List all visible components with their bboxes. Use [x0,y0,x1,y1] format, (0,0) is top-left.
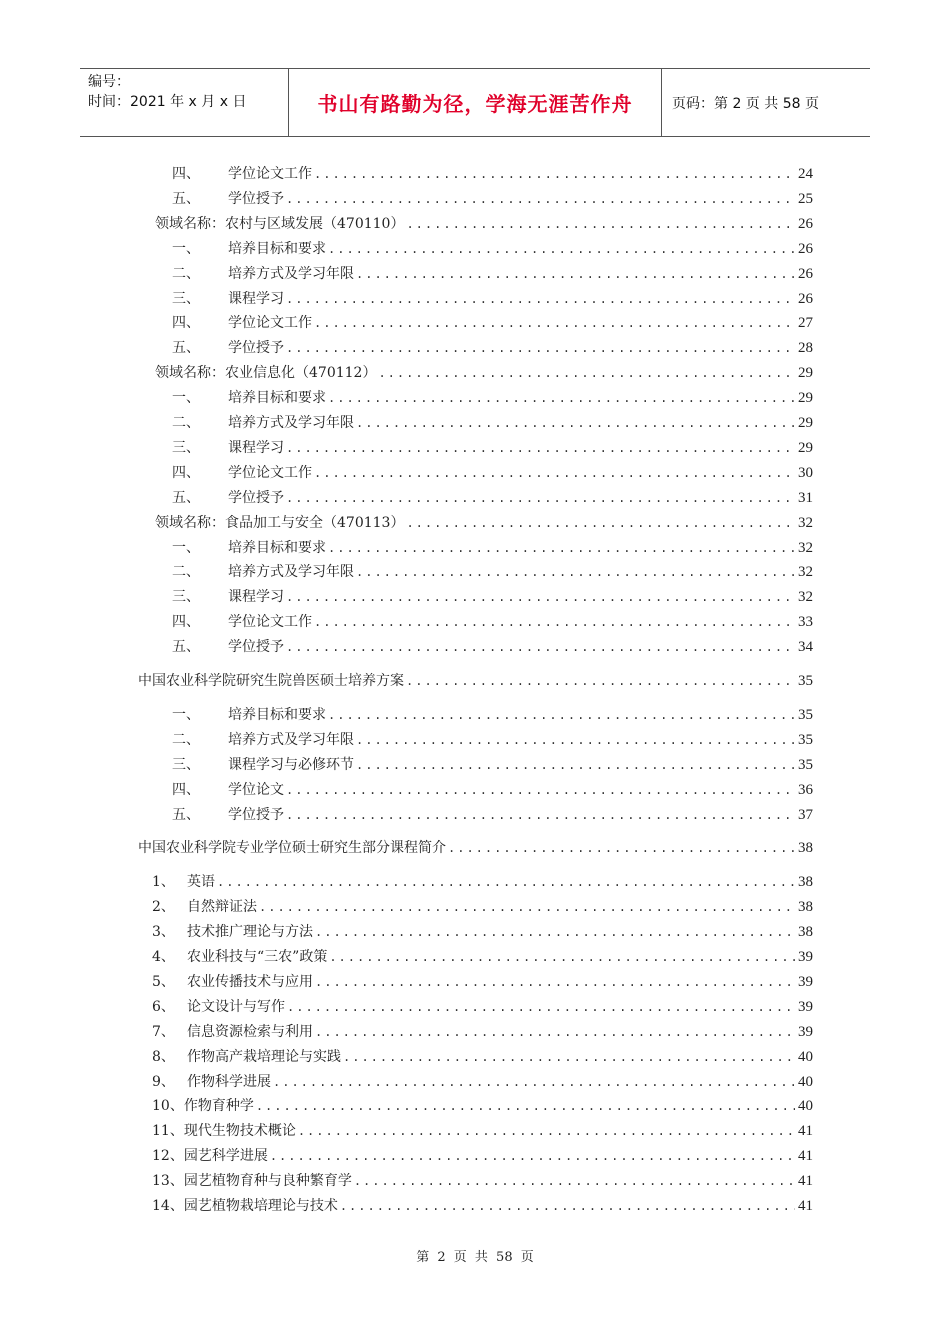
toc-entry-page: 29 [798,415,813,431]
toc-entry-title: 技术推广理论与方法 [187,924,313,941]
page-footer: 第 2 页 共 58 页 [416,1250,534,1265]
toc-entry-page: 41 [798,1198,813,1214]
toc-entry-number: 2、 [152,899,175,916]
toc-entry-number: 五、 [172,340,200,357]
toc-entry-title: 作物科学进展 [187,1073,271,1090]
toc-leader-dots [356,728,795,752]
toc-leader-dots [286,778,795,802]
toc-leader-dots [314,610,795,634]
header-meta [80,69,289,136]
toc-entry-title: 培养目标和要求 [228,240,326,257]
toc-entry-title: 12、园艺科学进展 [152,1148,268,1165]
toc-leader-dots [356,411,795,435]
code-label: 编号： [88,74,130,90]
toc-entry-title: 课程学习 [228,290,284,307]
toc-entry-number: 6、 [152,998,175,1015]
toc-entry-number: 二、 [172,265,200,282]
toc-entry-page: 26 [798,215,813,232]
toc-entry[interactable] [172,635,813,659]
toc-entry[interactable] [152,1194,813,1218]
time-label: 时间：2021 年 x 月 x 日 [88,94,247,110]
header-motto: 书山有路勤为径，学海无涯苦作舟 [289,69,662,136]
toc-leader-dots [314,461,795,485]
toc-leader-dots [356,262,795,286]
toc-entry[interactable] [172,585,813,609]
toc-leader-dots [256,1094,795,1118]
toc-entry-page: 38 [798,924,813,941]
toc-entry-title: 培养目标和要求 [228,706,326,723]
toc-entry[interactable] [172,262,813,286]
toc-entry-page: 32 [798,539,813,556]
toc-leader-dots [328,386,795,410]
toc-entry[interactable] [152,970,813,994]
toc-leader-dots [328,536,795,560]
toc-entry-number: 四、 [172,315,200,332]
toc-entry-title: 学位授予 [228,639,284,656]
toc-entry-title: 10、作物育种学 [152,1098,254,1115]
toc-entry[interactable] [172,461,813,485]
toc-entry-page: 30 [798,464,813,481]
toc-entry-page: 39 [798,998,813,1015]
toc-entry[interactable] [172,311,813,335]
toc-entry-number: 四、 [172,464,200,481]
toc-leader-dots [315,1020,795,1044]
toc-entry-title: 中国农业科学院专业学位硕士研究生部分课程简介 [138,840,446,857]
toc-leader-dots [328,703,795,727]
toc-entry[interactable] [172,336,813,360]
toc-leader-dots [315,970,795,994]
toc-entry-number: 四、 [172,166,200,182]
toc-entry[interactable] [138,669,813,693]
toc-entry-number: 四、 [172,614,200,631]
toc-entry-number: 五、 [172,489,200,506]
toc-entry-title: 论文设计与写作 [187,998,285,1015]
toc-entry[interactable] [152,1169,813,1193]
toc-leader-dots [356,560,795,584]
toc-entry-page: 27 [798,315,813,332]
toc-entry-title: 13、园艺植物育种与良种繁育学 [152,1173,352,1190]
toc-entry-title: 课程学习 [228,589,284,606]
toc-entry-number: 二、 [172,731,200,748]
toc-entry-page: 33 [798,614,813,631]
toc-leader-dots [217,870,795,894]
toc-entry[interactable] [155,212,813,236]
toc-leader-dots [273,1070,795,1094]
toc-entry[interactable] [172,411,813,435]
toc-entry[interactable] [172,610,813,634]
toc-entry-page: 40 [798,1048,813,1065]
toc-leader-dots [270,1144,795,1168]
toc-entry-title: 学位论文工作 [228,166,312,182]
toc-entry-page: 32 [798,589,813,606]
toc-leader-dots [286,803,795,827]
toc-entry[interactable] [138,836,813,860]
toc-leader-dots [286,187,795,211]
toc-entry-page: 26 [798,240,813,257]
toc-leader-dots [356,753,795,777]
toc-entry[interactable] [152,1070,813,1094]
toc-entry-number: 五、 [172,639,200,656]
toc-leader-dots [286,486,795,510]
toc-entry-page: 32 [798,514,813,531]
toc-entry-number: 三、 [172,589,200,606]
toc-entry[interactable] [172,486,813,510]
toc-entry-page: 29 [798,390,813,407]
toc-entry-title: 学位授予 [228,340,284,357]
toc-entry-number: 1、 [152,874,175,891]
toc-entry-title: 学位授予 [228,806,284,823]
toc-entry-title: 培养方式及学习年限 [228,564,354,581]
toc-entry[interactable] [152,995,813,1019]
toc-leader-dots [340,1194,795,1218]
toc-entry-title: 课程学习与必修环节 [228,756,354,773]
toc-leader-dots [286,287,795,311]
toc-entry[interactable] [152,920,813,944]
toc-entry-title: 培养目标和要求 [228,390,326,407]
toc-leader-dots [286,336,795,360]
toc-leader-dots [315,920,795,944]
header-page-info: 页码：第 2 页 共 58 页 [672,95,819,112]
toc-entry-title: 11、现代生物技术概论 [152,1123,296,1140]
toc-entry-title: 培养方式及学习年限 [228,265,354,282]
toc-entry-number: 五、 [172,190,200,207]
toc-entry-title: 英语 [187,874,215,891]
page-header [80,68,870,137]
toc-entry-number: 二、 [172,564,200,581]
toc-entry-number: 7、 [152,1023,175,1040]
toc-entry-page: 37 [798,806,813,823]
toc-entry-page: 32 [798,564,813,581]
toc-entry-title: 信息资源检索与利用 [187,1023,313,1040]
toc-entry-page: 29 [798,365,813,382]
toc-leader-dots [286,436,795,460]
toc-entry-title: 领域名称：农村与区域发展（470110） [155,215,405,232]
toc-entry[interactable] [172,436,813,460]
toc-entry-number: 五、 [172,806,200,823]
toc-entry-title: 中国农业科学院研究生院兽医硕士培养方案 [138,673,404,689]
toc-entry[interactable] [152,870,813,894]
toc-entry-title: 农业科技与“三农”政策 [187,949,328,965]
toc-leader-dots [286,635,795,659]
toc-entry[interactable] [172,386,813,410]
toc-entry-number: 9、 [152,1073,175,1090]
toc-entry-page: 41 [798,1173,813,1190]
toc-entry-number: 二、 [172,415,200,431]
toc-entry[interactable] [172,753,813,777]
toc-entry-number: 一、 [172,240,200,257]
toc-entry-page: 25 [798,190,813,207]
toc-entry-page: 39 [798,1023,813,1040]
toc-entry[interactable] [155,361,813,385]
toc-entry-page: 38 [798,874,813,891]
toc-leader-dots [406,511,795,535]
toc-leader-dots [259,895,795,919]
toc-entry[interactable] [155,511,813,535]
toc-entry-page: 29 [798,439,813,456]
toc-leader-dots [406,669,795,693]
toc-leader-dots [314,311,795,335]
toc-entry-title: 14、园艺植物栽培理论与技术 [152,1198,338,1214]
toc-entry-title: 学位论文工作 [228,614,312,631]
toc-leader-dots [406,212,795,236]
toc-entry[interactable] [172,728,813,752]
toc-entry[interactable] [152,1119,813,1143]
toc-entry-title: 培养方式及学习年限 [228,415,354,431]
toc-leader-dots [343,1045,795,1069]
toc-entry[interactable] [172,287,813,311]
toc-entry[interactable] [172,778,813,802]
toc-entry-page: 26 [798,290,813,307]
toc-entry-page: 38 [798,840,813,857]
toc-entry[interactable] [172,237,813,261]
toc-entry-number: 三、 [172,290,200,307]
toc-entry[interactable] [172,187,813,211]
toc-entry[interactable] [172,803,813,827]
toc-entry[interactable] [172,162,813,186]
toc-entry-title: 学位论文工作 [228,464,312,481]
toc-entry-page: 35 [798,731,813,748]
toc-entry-title: 农业传播技术与应用 [187,973,313,990]
toc-entry-page: 40 [798,1073,813,1090]
toc-leader-dots [314,162,795,186]
toc-entry-number: 3、 [152,924,175,941]
toc-entry-title: 作物高产栽培理论与实践 [187,1048,341,1065]
toc-entry-number: 5、 [152,973,175,990]
toc-entry-number: 一、 [172,706,200,723]
toc-entry-number: 三、 [172,439,200,456]
toc-entry-page: 31 [798,489,813,506]
toc-entry-number: 4、 [152,949,175,965]
toc-entry[interactable] [152,1045,813,1069]
toc-entry[interactable] [152,945,813,969]
toc-entry-page: 41 [798,1123,813,1140]
toc-entry-page: 34 [798,639,813,656]
toc-entry[interactable] [152,1144,813,1168]
toc-entry-title: 培养目标和要求 [228,539,326,556]
toc-entry-page: 36 [798,781,813,798]
toc-entry-page: 26 [798,265,813,282]
toc-entry[interactable] [152,1094,813,1118]
toc-entry-number: 四、 [172,781,200,798]
toc-entry-title: 自然辩证法 [187,899,257,916]
toc-entry-page: 38 [798,899,813,916]
toc-leader-dots [378,361,795,385]
toc-entry-number: 一、 [172,539,200,556]
toc-entry-title: 学位授予 [228,489,284,506]
toc-entry-page: 35 [798,673,813,689]
toc-entry[interactable] [152,895,813,919]
toc-entry[interactable] [152,1020,813,1044]
toc-entry-title: 学位论文 [228,781,284,798]
toc-leader-dots [448,836,795,860]
toc-entry[interactable] [172,560,813,584]
toc-entry-number: 一、 [172,390,200,407]
toc-entry-page: 28 [798,340,813,357]
toc-entry-page: 24 [798,166,813,182]
toc-entry[interactable] [172,703,813,727]
toc-entry-title: 培养方式及学习年限 [228,731,354,748]
toc-entry-page: 40 [798,1098,813,1115]
toc-entry-number: 8、 [152,1048,175,1065]
toc-entry-page: 35 [798,756,813,773]
toc-entry-page: 35 [798,706,813,723]
toc-entry-title: 领域名称：农业信息化（470112） [155,365,377,382]
toc-leader-dots [298,1119,795,1143]
toc-entry-page: 39 [798,973,813,990]
toc-entry-title: 课程学习 [228,439,284,456]
toc-leader-dots [287,995,795,1019]
toc-leader-dots [329,945,795,969]
toc-entry-page: 41 [798,1148,813,1165]
toc-entry-title: 领域名称：食品加工与安全（470113） [155,514,405,531]
toc-leader-dots [286,585,795,609]
toc-leader-dots [354,1169,795,1193]
toc-entry[interactable] [172,536,813,560]
toc-entry-title: 学位论文工作 [228,315,312,332]
toc-entry-number: 三、 [172,756,200,773]
toc-leader-dots [328,237,795,261]
toc-entry-page: 39 [798,949,813,965]
toc-entry-title: 学位授予 [228,190,284,207]
